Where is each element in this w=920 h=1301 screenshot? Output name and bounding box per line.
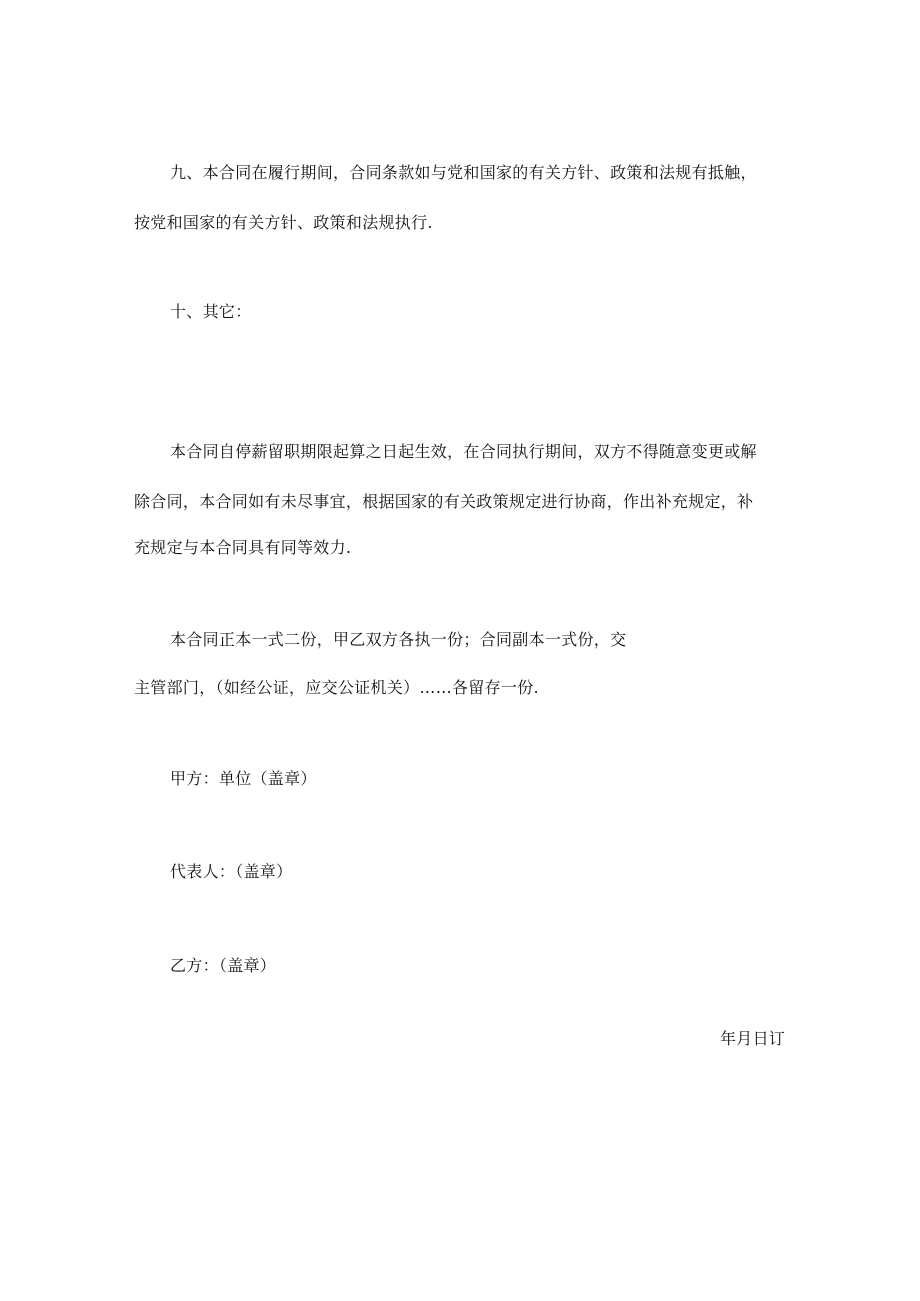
party-b-signature: 乙方：（盖章） (170, 956, 277, 975)
clause-10-heading: 十、其它： (170, 302, 252, 321)
copies-line-1: 本合同正本一式二份，甲乙双方各执一份；合同副本一式份，交 (170, 630, 627, 649)
clause-9-line-2: 按党和国家的有关方针、政策和法规执行. (134, 213, 433, 232)
effectivity-line-3: 充规定与本合同具有同等效力. (134, 538, 352, 557)
copies-line-2: 主管部门，（如经公证，应交公证机关）……各留存一份. (134, 678, 539, 697)
effectivity-line-2: 除合同，本合同如有未尽事宜，根据国家的有关政策规定进行协商，作出补充规定，补 (134, 492, 754, 511)
signing-date: 年月日订 (720, 1029, 786, 1048)
clause-9-line-1: 九、本合同在履行期间，合同条款如与党和国家的有关方针、政策和法规有抵触， (170, 163, 757, 182)
representative-signature: 代表人：（盖章） (170, 862, 293, 881)
party-a-signature: 甲方：单位（盖章） (170, 769, 317, 788)
effectivity-line-1: 本合同自停薪留职期限起算之日起生效，在合同执行期间，双方不得随意变更或解 (170, 442, 757, 461)
